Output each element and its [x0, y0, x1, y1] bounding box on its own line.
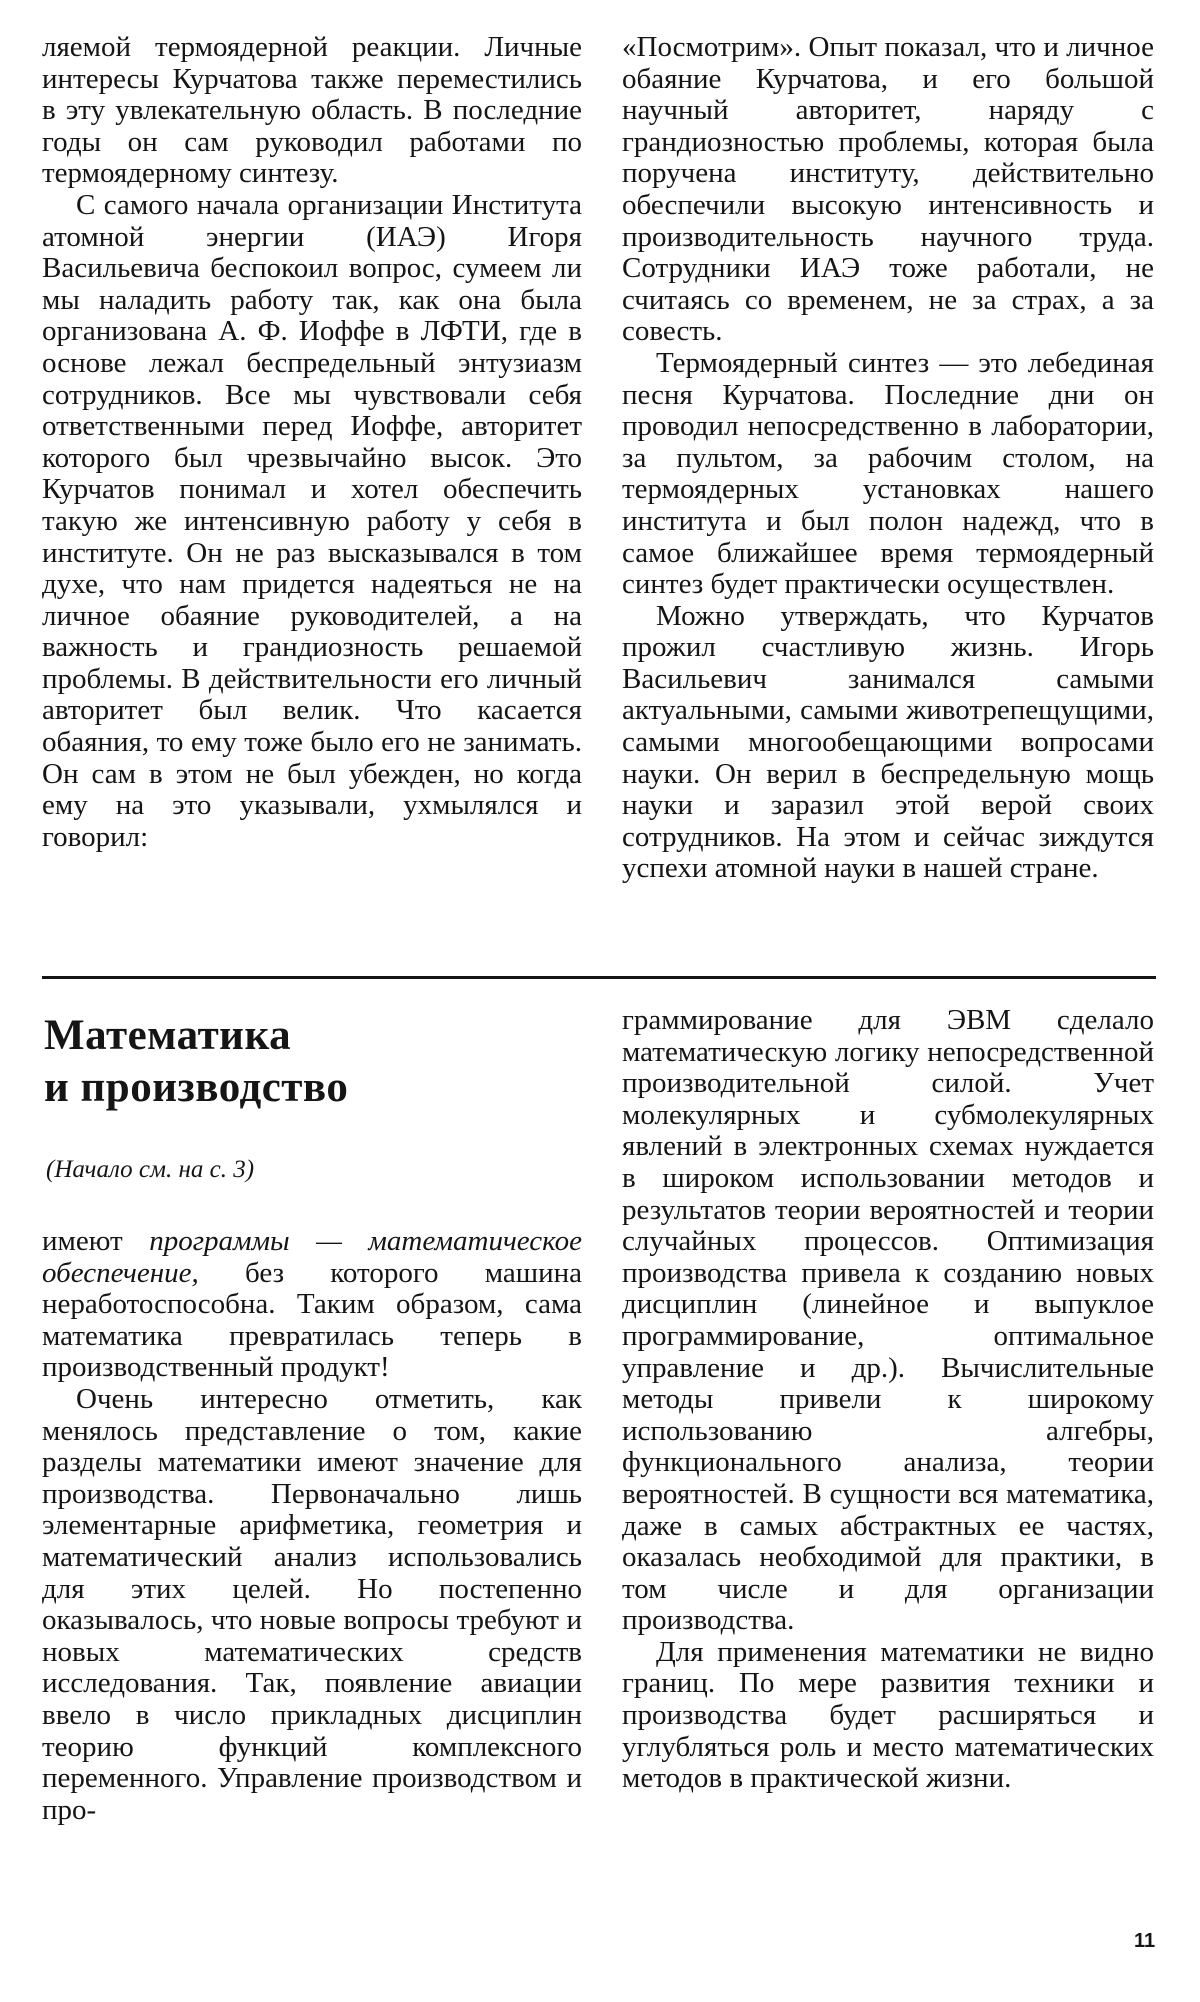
bottom-article-right-column [622, 1005, 1154, 1795]
article-title-line-1: Математика [44, 1012, 292, 1059]
paragraph-start: имеют [42, 1225, 150, 1257]
paragraph [42, 1226, 582, 1384]
paragraph: «Посмотрим». Опыт показал, что и личное обаяние Курчатова, и его большой научный авторитет, наряду с грандиозностью проблемы, которая была поручена институту, действительно обеспечили высокую интенсивность и производительность научного труда. Сотрудники ИАЭ тоже работали, не считаясь со временем, не за страх, а за совесть. [622, 31, 1154, 348]
page-number: 11 [1134, 1930, 1156, 1952]
top-article-left-column [42, 32, 582, 853]
paragraph: Термоядерный синтез — это лебединая песня Курчатова. Последние дни он проводил непосредственно в лаборатории, за пультом, за рабочим столом, на термоядерных установках нашего института и был полон надежд, что в самое ближайшее время термоядерный синтез будет практически осуществлен. [622, 346, 1154, 601]
article-title-line-2: и производство [44, 1064, 349, 1111]
paragraph: Очень интересно отметить, как менялось представление о том, какие разделы математики имеют значение для производства. Первоначально лишь элементарные арифметика, геометрия и математический анализ использовались для этих целей. Но постепенно оказывалось, что новые вопросы требуют и новых математических средств исследования. Так, появление авиации ввело в число прикладных дисциплин теорию функций комплексного переменного. Управление производством и про- [42, 1382, 582, 1826]
section-divider [42, 976, 1156, 979]
paragraph: граммирование для ЭВМ сделало математическую логику непосредственной производительной силой. Учет молекулярных и субмолекулярных явлений в электронных схемах нуждается в широком использовании методов и результатов теории вероятностей и теории случайных процессов. Оптимизация производства привела к созданию новых дисциплин (линейное и выпуклое программирование, оптимальное управление и др.). Вычислительные методы привели к широкому использованию алгебры, функционального анализа, теории вероятностей. В сущности вся математика, даже в самых абстрактных ее частях, оказалась необходимой для практики, в том числе и для организации производства. [622, 1004, 1154, 1637]
article-title [44, 1010, 584, 1114]
bottom-article-left-column [42, 1226, 582, 1826]
paragraph: Для применения математики не видно границ. По мере развития техники и производства будет расширяться и углубляться роль и место математических методов в практической жизни. [622, 1635, 1154, 1795]
paragraph: ляемой термоядерной реакции. Личные интересы Курчатова также переместились в эту увлекательную область. В последние годы он сам руководил работами по термоядерному синтезу. [42, 31, 582, 190]
continued-note: (Начало см. на с. 3) [46, 1156, 255, 1183]
top-article-right-column [622, 32, 1154, 885]
paragraph: С самого начала организации Института атомной энергии (ИАЭ) Игоря Васильевича беспокоил вопрос, сумеем ли мы наладить работу так, как она была организована А. Ф. Иоффе в ЛФТИ, где в основе лежал беспредельный энтузиазм сотрудников. Все мы чувствовали себя ответственными перед Иоффе, авторитет которого был чрезвычайно высок. Это Курчатов понимал и хотел обеспечить такую же интенсивную работу у себя в институте. Он не раз высказывался в том духе, что нам придется надеяться не на личное обаяние руководителей, а на важность и грандиозность решаемой проблемы. В действительности его личный авторитет был велик. Что касается обаяния, то ему тоже было его не занимать. Он сам в этом не был убежден, но когда ему на это указывали, ухмылялся и говорил: [42, 188, 582, 853]
paragraph-rest: без которого машина неработоспособна. Таким образом, сама математика превратилась теперь в производственный продукт! [42, 1256, 582, 1384]
paragraph: Можно утверждать, что Курчатов прожил счастливую жизнь. Игорь Васильевич занимался самыми актуальными, самыми животрепещущими, самыми многообещающими вопросами науки. Он верил в беспредельную мощь науки и заразил этой верой своих сотрудников. На этом и сейчас зиждутся успехи атомной науки в нашей стране. [622, 599, 1154, 885]
emphasis: программы — математическое обеспечение, [42, 1225, 582, 1289]
